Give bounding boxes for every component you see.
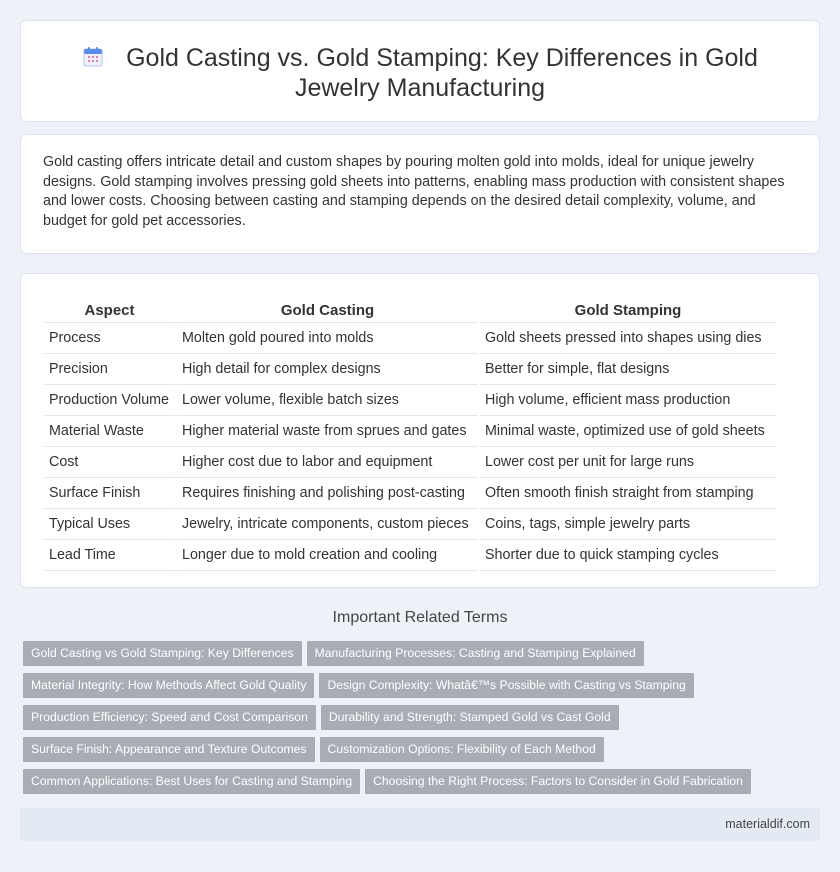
table-cell-aspect: Surface Finish: [44, 478, 175, 509]
table-header-row: [44, 295, 776, 323]
header-card: [20, 20, 820, 122]
table-cell-stamping: Gold sheets pressed into shapes using dies: [480, 323, 776, 354]
related-term-tag[interactable]: Gold Casting vs Gold Stamping: Key Differences: [23, 641, 302, 666]
column-header-aspect: Aspect: [44, 295, 175, 323]
page-title: Gold Casting vs. Gold Stamping: Key Differences in Gold Jewelry Manufacturing: [126, 44, 758, 102]
related-term-tag[interactable]: Choosing the Right Process: Factors to Consider in Gold Fabrication: [365, 769, 751, 794]
footer-site-link[interactable]: materialdif.com: [725, 817, 810, 831]
table-cell-casting: High detail for complex designs: [177, 354, 478, 385]
comparison-table-card: [20, 273, 820, 588]
table-cell-aspect: Cost: [44, 447, 175, 478]
summary-text: Gold casting offers intricate detail and custom shapes by pouring molten gold into molds, ideal for unique jewelry designs. Gold stamping involves pressing gold sheets into patterns, enabling mass production with consistent shapes and lower costs. Choosing between casting and stamping depends on the desired detail complexity, volume, and budget for gold pet accessories.: [43, 154, 785, 229]
related-term-tag[interactable]: Design Complexity: Whatâ€™s Possible with Casting vs Stamping: [319, 673, 693, 698]
related-terms-tags: [23, 641, 813, 801]
table-cell-casting: Longer due to mold creation and cooling: [177, 540, 478, 571]
comparison-table: [42, 295, 778, 571]
column-header-gold-stamping: Gold Stamping: [480, 295, 776, 323]
table-cell-stamping: Coins, tags, simple jewelry parts: [480, 509, 776, 540]
table-row: [44, 540, 776, 571]
related-term-tag[interactable]: Surface Finish: Appearance and Texture Outcomes: [23, 737, 315, 762]
table-cell-aspect: Typical Uses: [44, 509, 175, 540]
table-cell-stamping: Shorter due to quick stamping cycles: [480, 540, 776, 571]
table-row: [44, 385, 776, 416]
related-term-tag[interactable]: Material Integrity: How Methods Affect Gold Quality: [23, 673, 314, 698]
table-cell-casting: Higher cost due to labor and equipment: [177, 447, 478, 478]
table-row: [44, 447, 776, 478]
table-row: [44, 509, 776, 540]
summary-card: [20, 134, 820, 254]
table-cell-casting: Jewelry, intricate components, custom pieces: [177, 509, 478, 540]
table-cell-stamping: High volume, efficient mass production: [480, 385, 776, 416]
table-cell-aspect: Process: [44, 323, 175, 354]
related-term-tag[interactable]: Production Efficiency: Speed and Cost Comparison: [23, 705, 316, 730]
table-cell-aspect: Lead Time: [44, 540, 175, 571]
page-title-wrap: [21, 43, 819, 103]
table-cell-aspect: Precision: [44, 354, 175, 385]
table-cell-stamping: Minimal waste, optimized use of gold sheets: [480, 416, 776, 447]
table-cell-stamping: Better for simple, flat designs: [480, 354, 776, 385]
table-cell-casting: Molten gold poured into molds: [177, 323, 478, 354]
table-row: [44, 478, 776, 509]
table-row: [44, 323, 776, 354]
table-cell-aspect: Material Waste: [44, 416, 175, 447]
table-cell-casting: Higher material waste from sprues and gates: [177, 416, 478, 447]
table-row: [44, 354, 776, 385]
column-header-gold-casting: Gold Casting: [177, 295, 478, 323]
related-term-tag[interactable]: Manufacturing Processes: Casting and Stamping Explained: [307, 641, 644, 666]
related-terms-title: Important Related Terms: [332, 609, 508, 626]
footer: [20, 808, 820, 841]
table-cell-casting: Lower volume, flexible batch sizes: [177, 385, 478, 416]
related-term-tag[interactable]: Durability and Strength: Stamped Gold vs Cast Gold: [321, 705, 619, 730]
table-row: [44, 416, 776, 447]
related-term-tag[interactable]: Customization Options: Flexibility of Each Method: [320, 737, 604, 762]
table-cell-casting: Requires finishing and polishing post-casting: [177, 478, 478, 509]
table-cell-aspect: Production Volume: [44, 385, 175, 416]
table-cell-stamping: Often smooth finish straight from stamping: [480, 478, 776, 509]
calendar-icon: [82, 45, 104, 67]
related-term-tag[interactable]: Common Applications: Best Uses for Casting and Stamping: [23, 769, 360, 794]
table-cell-stamping: Lower cost per unit for large runs: [480, 447, 776, 478]
